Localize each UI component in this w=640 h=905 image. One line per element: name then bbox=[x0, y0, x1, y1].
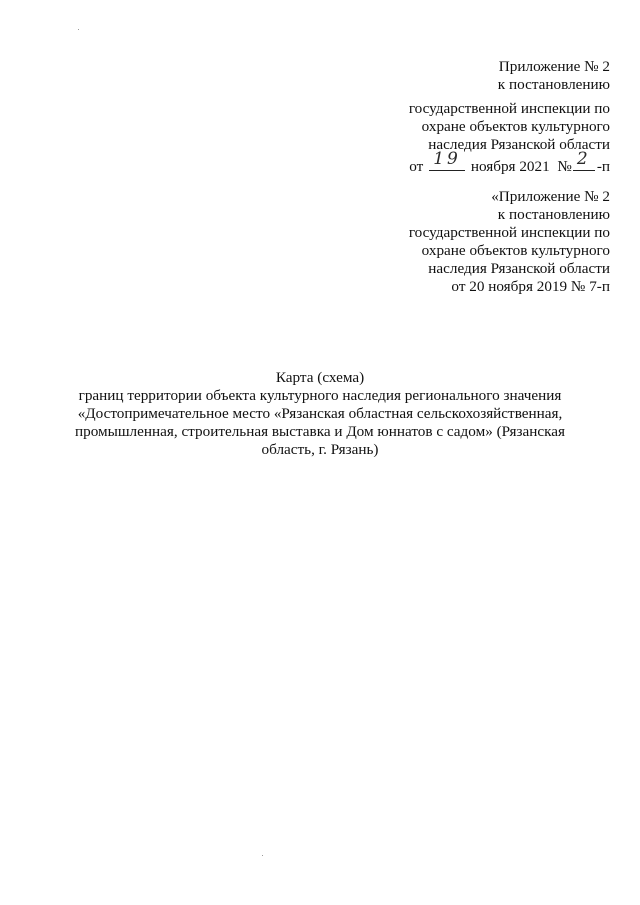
number-prefix: № bbox=[557, 158, 572, 175]
scan-speck bbox=[78, 29, 79, 30]
prev-issuing-authority-line1: государственной инспекции по bbox=[408, 224, 610, 241]
number-blank bbox=[573, 149, 595, 171]
title-line-4: промышленная, строительная выставка и Дом юннатов с садом» (Рязанская bbox=[75, 423, 565, 440]
prev-resolution-date: от 20 ноября 2019 № 7-п bbox=[451, 278, 610, 295]
prev-appendix-number: «Приложение № 2 bbox=[491, 188, 610, 205]
title-line-5: область, г. Рязань) bbox=[261, 441, 379, 458]
resolution-date-line bbox=[409, 149, 610, 176]
issuing-authority-line3: наследия Рязанской области bbox=[428, 136, 610, 153]
document-title bbox=[40, 369, 600, 459]
date-prefix: от bbox=[409, 158, 424, 175]
issuing-authority-line1: государственной инспекции по bbox=[408, 100, 610, 117]
handwritten-number: 2 bbox=[576, 149, 591, 169]
number-suffix: -п bbox=[596, 158, 610, 175]
title-line-2: границ территории объекта культурного наследия регионального значения bbox=[78, 387, 562, 404]
prev-issuing-authority-line3: наследия Рязанской области bbox=[428, 260, 610, 277]
handwritten-day: 19 bbox=[433, 149, 461, 169]
scan-speck bbox=[262, 855, 263, 856]
prev-issuing-authority-line2: охране объектов культурного bbox=[421, 242, 610, 259]
date-month-year: ноября 2021 bbox=[470, 158, 550, 175]
appendix-header-previous bbox=[409, 188, 610, 296]
issuing-authority-line2: охране объектов культурного bbox=[421, 118, 610, 135]
appendix-to-resolution: к постановлению bbox=[497, 76, 610, 93]
appendix-number: Приложение № 2 bbox=[498, 58, 610, 75]
title-line-3: «Достопримечательное место «Рязанская областная сельскохозяйственная, bbox=[77, 405, 563, 422]
date-day-blank bbox=[429, 149, 465, 171]
prev-appendix-to-resolution: к постановлению bbox=[497, 206, 610, 223]
title-heading: Карта (схема) bbox=[275, 369, 365, 386]
appendix-header-current bbox=[409, 58, 610, 176]
